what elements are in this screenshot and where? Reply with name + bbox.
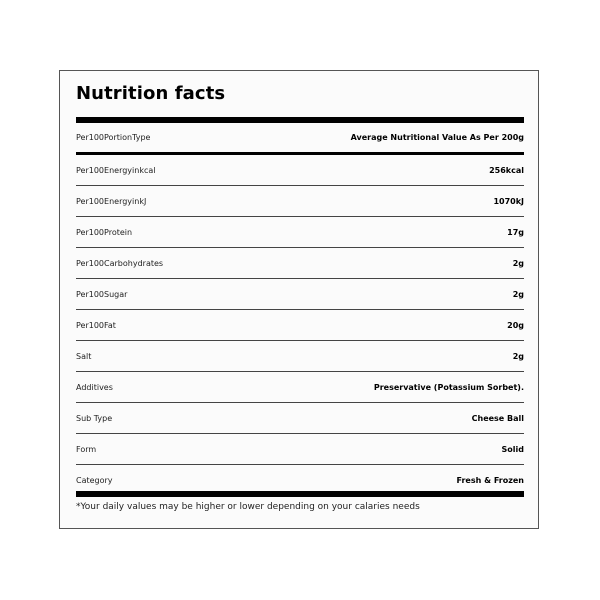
row-value: Cheese Ball xyxy=(471,413,524,423)
table-row-energy-kj xyxy=(76,186,524,217)
row-value: 1070kJ xyxy=(493,196,524,206)
table-row-additives xyxy=(76,372,524,403)
table-row-carbohydrates xyxy=(76,248,524,279)
row-value: 2g xyxy=(512,258,524,268)
bottom-divider xyxy=(76,491,524,497)
row-label: Per100EnergyinkJ xyxy=(76,196,147,206)
row-label: Per100PortionType xyxy=(76,133,151,142)
row-value: Preservative (Potassium Sorbet). xyxy=(373,382,524,392)
row-label: Additives xyxy=(76,382,113,392)
row-value: 2g xyxy=(512,289,524,299)
row-value: 20g xyxy=(507,320,524,330)
table-row-energy-kcal xyxy=(76,155,524,186)
row-value: Solid xyxy=(501,444,524,454)
row-label: Per100Protein xyxy=(76,227,133,237)
row-label: Per100Fat xyxy=(76,320,116,330)
row-value: 256kcal xyxy=(489,165,524,175)
row-label: Form xyxy=(76,444,97,454)
row-value: 17g xyxy=(507,227,524,237)
table-row-fat xyxy=(76,310,524,341)
table-row-portion-type xyxy=(76,123,524,155)
nutrition-title: Nutrition facts xyxy=(76,83,226,104)
table-row-salt xyxy=(76,341,524,372)
row-value: 2g xyxy=(512,351,524,361)
nutrition-table xyxy=(76,123,524,495)
row-value: Fresh & Frozen xyxy=(456,475,524,485)
daily-values-footnote: *Your daily values may be higher or lower depending on your calaries needs xyxy=(76,502,420,512)
nutrition-facts-card xyxy=(59,70,539,529)
table-row-sub-type xyxy=(76,403,524,434)
row-label: Per100Carbohydrates xyxy=(76,258,164,268)
row-label: Per100Sugar xyxy=(76,289,128,299)
row-label: Sub Type xyxy=(76,413,113,423)
row-label: Salt xyxy=(76,351,92,361)
row-label: Per100Energyinkcal xyxy=(76,165,156,175)
row-label: Category xyxy=(76,475,113,485)
row-value: Average Nutritional Value As Per 200g xyxy=(350,133,524,142)
table-row-protein xyxy=(76,217,524,248)
table-row-sugar xyxy=(76,279,524,310)
table-row-form xyxy=(76,434,524,465)
